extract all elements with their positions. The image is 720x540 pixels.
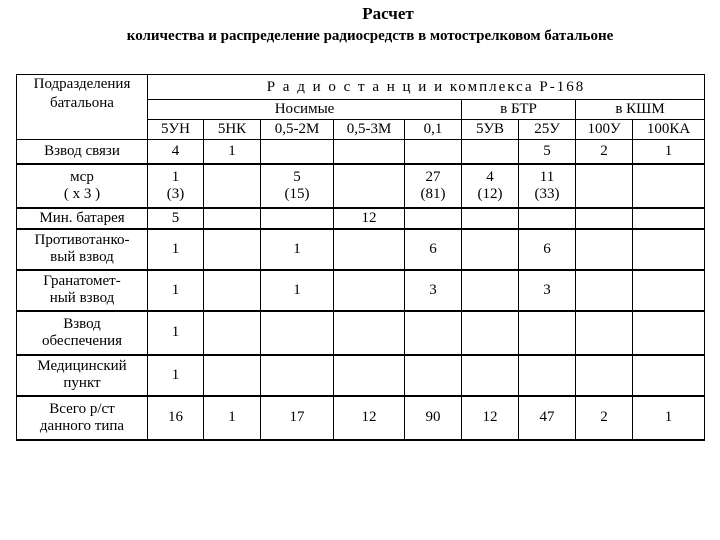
column-header: 100КА — [633, 120, 705, 140]
table-cell — [633, 311, 705, 355]
table-row — [17, 270, 705, 311]
table-cell — [633, 229, 705, 270]
row-label-line: мср — [70, 168, 94, 185]
row-label — [17, 208, 148, 229]
table-cell — [405, 208, 462, 229]
table-cell — [462, 140, 519, 164]
row-label-line: Взвод — [63, 315, 101, 332]
row-label-line: Взвод связи — [44, 142, 120, 159]
table-cell: 3 — [405, 270, 462, 311]
table-cell — [576, 229, 633, 270]
radio-distribution-table — [16, 74, 705, 441]
group-btr: в БТР — [462, 100, 576, 120]
table-cell: 6 — [405, 229, 462, 270]
table-cell — [204, 355, 261, 396]
table-cell: 4 — [148, 140, 204, 164]
row-label-line: Медицинский — [37, 358, 127, 374]
row-label — [17, 396, 148, 440]
table-cell — [334, 164, 405, 208]
table-cell: 1 — [148, 229, 204, 270]
table-cell — [261, 311, 334, 355]
table-cell — [462, 355, 519, 396]
table-cell: 2 — [576, 140, 633, 164]
table-cell: 1 (3) — [148, 164, 204, 208]
table-cell — [576, 311, 633, 355]
row-label-line: Мин. батарея — [39, 209, 125, 226]
table-cell — [519, 355, 576, 396]
table-cell — [519, 311, 576, 355]
table-cell — [334, 270, 405, 311]
units-header-line1: Подразделения — [33, 76, 131, 92]
row-label-line: пункт — [63, 375, 101, 391]
table-cell: 6 — [519, 229, 576, 270]
table-cell: 5 — [148, 208, 204, 229]
group-portable: Носимые — [148, 100, 462, 120]
table-cell: 5 — [519, 140, 576, 164]
table-cell: 1 — [148, 311, 204, 355]
table-cell — [633, 164, 705, 208]
table-cell: 1 — [633, 396, 705, 440]
table-cell: 3 — [519, 270, 576, 311]
table-cell: 1 — [204, 140, 261, 164]
table-cell — [204, 164, 261, 208]
row-label-line: Всего р/ст — [49, 400, 115, 417]
table-cell — [462, 270, 519, 311]
table-cell — [204, 311, 261, 355]
column-header: 5УВ — [462, 120, 519, 140]
table-cell: 5 (15) — [261, 164, 334, 208]
table-row — [17, 355, 705, 396]
row-label — [17, 311, 148, 355]
table-cell — [519, 208, 576, 229]
table-cell — [405, 140, 462, 164]
table-cell — [204, 208, 261, 229]
row-label — [17, 355, 148, 396]
table-cell: 11 (33) — [519, 164, 576, 208]
column-header: 100У — [576, 120, 633, 140]
table-cell — [405, 355, 462, 396]
table-row — [17, 311, 705, 355]
table-row — [17, 396, 705, 440]
table-cell — [462, 229, 519, 270]
row-label — [17, 164, 148, 208]
stations-header: Р а д и о с т а н ц и и комплекса Р-168 — [148, 75, 705, 100]
table-cell — [334, 229, 405, 270]
table-cell — [633, 208, 705, 229]
table-cell: 47 — [519, 396, 576, 440]
table-cell — [204, 229, 261, 270]
table-cell: 17 — [261, 396, 334, 440]
table-cell: 4 (12) — [462, 164, 519, 208]
table-row — [17, 229, 705, 270]
table-cell — [261, 140, 334, 164]
table-cell: 1 — [148, 270, 204, 311]
column-header: 25У — [519, 120, 576, 140]
column-header: 0,5-2М — [261, 120, 334, 140]
units-header-line2: батальона — [50, 95, 114, 111]
column-header: 0,1 — [405, 120, 462, 140]
table-cell — [462, 311, 519, 355]
row-label — [17, 270, 148, 311]
table-cell: 1 — [633, 140, 705, 164]
table-cell — [576, 164, 633, 208]
page-subtitle: количества и распределение радиосредств в мотострелковом батальоне — [126, 28, 614, 44]
table-cell — [462, 208, 519, 229]
row-label — [17, 140, 148, 164]
table-cell: 1 — [148, 355, 204, 396]
row-label — [17, 229, 148, 270]
table-cell: 12 — [334, 208, 405, 229]
table-cell — [576, 270, 633, 311]
page-title: Расчет — [362, 4, 414, 23]
row-label-line: Противотанко- — [34, 232, 130, 248]
table-cell — [334, 355, 405, 396]
table-cell: 1 — [261, 229, 334, 270]
table-cell — [576, 208, 633, 229]
table-cell — [405, 311, 462, 355]
table-cell — [204, 270, 261, 311]
column-header: 0,5-3М — [334, 120, 405, 140]
table-cell — [633, 355, 705, 396]
table-cell: 12 — [462, 396, 519, 440]
table-cell — [334, 311, 405, 355]
table-cell — [261, 208, 334, 229]
row-label-line: данного типа — [39, 417, 125, 434]
table-row — [17, 164, 705, 208]
table-cell: 1 — [261, 270, 334, 311]
table-cell: 16 — [148, 396, 204, 440]
row-label-line: Гранатомет- — [43, 273, 121, 289]
row-label-line: вый взвод — [50, 249, 114, 265]
table-cell: 90 — [405, 396, 462, 440]
table-cell: 2 — [576, 396, 633, 440]
row-label-line: ( х 3 ) — [63, 185, 101, 202]
table-cell — [576, 355, 633, 396]
row-label-line: ный взвод — [49, 290, 115, 306]
table-row — [17, 208, 705, 229]
table-cell — [334, 140, 405, 164]
column-header: 5УН — [148, 120, 204, 140]
table-cell: 1 — [204, 396, 261, 440]
table-row — [17, 140, 705, 164]
table-cell — [633, 270, 705, 311]
column-header: 5НК — [204, 120, 261, 140]
table-cell — [261, 355, 334, 396]
row-label-line: обеспечения — [41, 332, 123, 349]
units-header — [17, 75, 148, 140]
table-cell: 12 — [334, 396, 405, 440]
table-cell: 27 (81) — [405, 164, 462, 208]
group-kshm: в КШМ — [576, 100, 705, 120]
